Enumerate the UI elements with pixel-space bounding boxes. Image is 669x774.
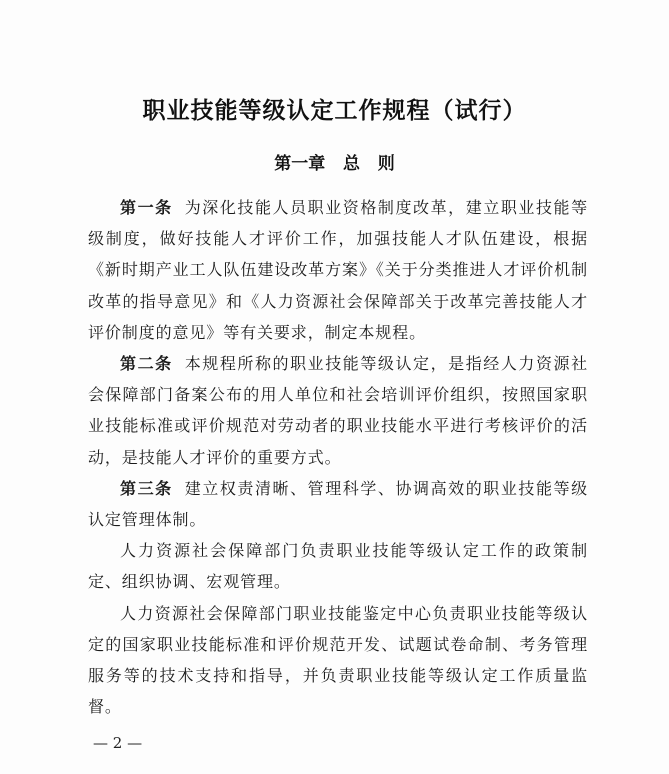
- paragraph-4: [88, 535, 588, 597]
- chapter-heading: 第一章 总 则: [274, 154, 395, 174]
- article-2-text: 本规程所称的职业技能等级认定，是指经人力资源社会保障部门备案公布的用人单位和社会培训评价组织，按照国家职业技能标准或评价规范对劳动者的职业技能水平进行考核评价的活动，是技能人才评价的重要方式。: [88, 354, 589, 467]
- document-body: [88, 192, 588, 722]
- article-2-heading: 第二条: [120, 354, 173, 374]
- article-2: [88, 348, 588, 473]
- document-title: 职业技能等级认定工作规程（试行）: [142, 97, 527, 124]
- article-1-heading: 第一条: [120, 198, 173, 217]
- paragraph-4-text: 人力资源社会保障部门负责职业技能等级认定工作的政策制定、组织协调、宏观管理。: [88, 541, 588, 592]
- article-3-text: 建立权责清晰、管理科学、协调高效的职业技能等级认定管理体制。: [88, 478, 589, 530]
- paragraph-5-text: 人力资源社会保障部门职业技能鉴定中心负责职业技能等级认定的国家职业技能标准和评价规范开发、试题试卷命制、考务管理服务等的技术支持和指导，并负责职业技能等级认定工作质量监督。: [88, 603, 588, 717]
- article-3: [88, 473, 588, 535]
- article-1: [88, 192, 588, 348]
- page-number: — 2 —: [93, 734, 143, 752]
- paragraph-5: [88, 598, 588, 723]
- article-1-text: 为深化技能人员职业资格制度改革，建立职业技能等级制度，做好技能人才评价工作，加强技能人才队伍建设，根据《新时期产业工人队伍建设改革方案》《关于分类推进人才评价机制改革的指导意见》和《人力资源社会保障部关于改革完善技能人才评价制度的意见》等有关要求，制定本规程。: [88, 198, 589, 342]
- article-3-heading: 第三条: [120, 478, 173, 498]
